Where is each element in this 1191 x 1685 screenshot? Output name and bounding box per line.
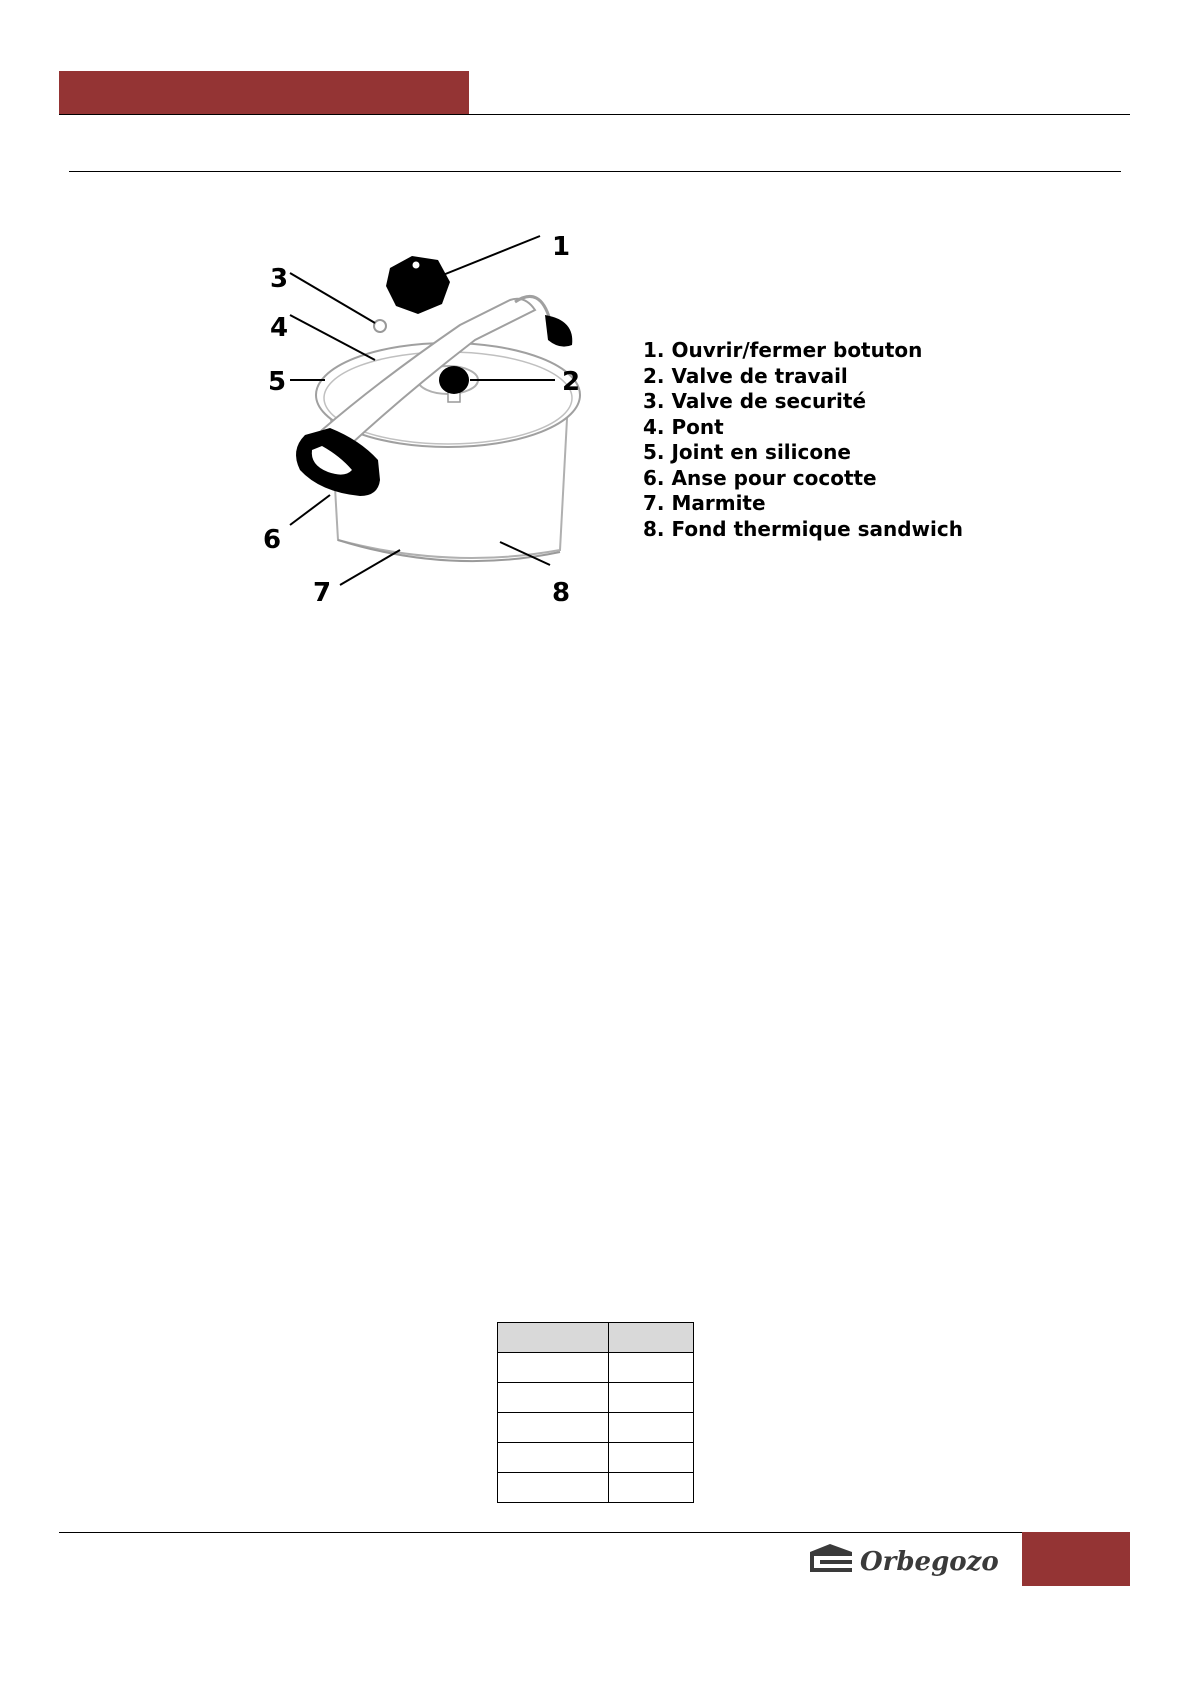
svg-text:Orbegozo: Orbegozo bbox=[860, 1547, 999, 1576]
table-row bbox=[498, 1353, 694, 1383]
table-row bbox=[498, 1413, 694, 1443]
brand-logo bbox=[808, 1542, 1010, 1576]
callout-4: 4 bbox=[270, 313, 289, 343]
side-handle-right bbox=[545, 315, 572, 347]
page-number-box bbox=[1022, 1532, 1130, 1586]
legend-item: 6. Anse pour cocotte bbox=[643, 465, 877, 490]
table-cell bbox=[609, 1473, 694, 1503]
callout-6: 6 bbox=[263, 525, 282, 555]
legend-item: 3. Valve de securité bbox=[643, 389, 867, 413]
parts-legend bbox=[643, 338, 963, 542]
legend-item: 5. Joint en silicone bbox=[643, 440, 851, 464]
table-cell bbox=[498, 1473, 609, 1503]
table-cell bbox=[498, 1413, 609, 1443]
leader-line-3 bbox=[290, 273, 375, 323]
callout-1: 1 bbox=[552, 232, 571, 262]
section-title-rule bbox=[69, 171, 1121, 172]
orbegozo-logo-icon bbox=[808, 1542, 1010, 1576]
legend-item: 1. Ouvrir/fermer botuton bbox=[643, 338, 923, 362]
table-cell bbox=[609, 1413, 694, 1443]
leader-line-6 bbox=[290, 495, 330, 525]
legend-item: 2. Valve de travail bbox=[643, 363, 848, 388]
spec-table bbox=[497, 1322, 694, 1503]
leader-line-7 bbox=[340, 550, 400, 585]
header-rule bbox=[59, 114, 1130, 115]
table-cell bbox=[609, 1443, 694, 1473]
table-cell bbox=[498, 1383, 609, 1413]
legend-item: 4. Pont bbox=[643, 414, 724, 439]
footer-rule bbox=[59, 1532, 1130, 1533]
callout-5: 5 bbox=[268, 367, 287, 397]
table-cell bbox=[609, 1323, 694, 1353]
working-valve bbox=[439, 366, 469, 394]
table-row bbox=[498, 1473, 694, 1503]
table-cell bbox=[498, 1323, 609, 1353]
table-cell bbox=[609, 1383, 694, 1413]
table-header-row bbox=[498, 1323, 694, 1353]
leader-line-4 bbox=[290, 315, 375, 360]
legend-item: 8. Fond thermique sandwich bbox=[643, 516, 963, 541]
table-row bbox=[498, 1383, 694, 1413]
table-cell bbox=[498, 1353, 609, 1383]
knob-dot bbox=[413, 262, 420, 269]
callout-7: 7 bbox=[313, 578, 332, 608]
callout-2: 2 bbox=[562, 367, 581, 397]
callout-8: 8 bbox=[552, 578, 571, 608]
callout-3: 3 bbox=[270, 264, 289, 294]
safety-valve bbox=[374, 320, 386, 332]
table-row bbox=[498, 1443, 694, 1473]
legend-item: 7. Marmite bbox=[643, 491, 766, 515]
table-cell bbox=[498, 1443, 609, 1473]
table-cell bbox=[609, 1353, 694, 1383]
header-accent-bar bbox=[59, 71, 469, 115]
